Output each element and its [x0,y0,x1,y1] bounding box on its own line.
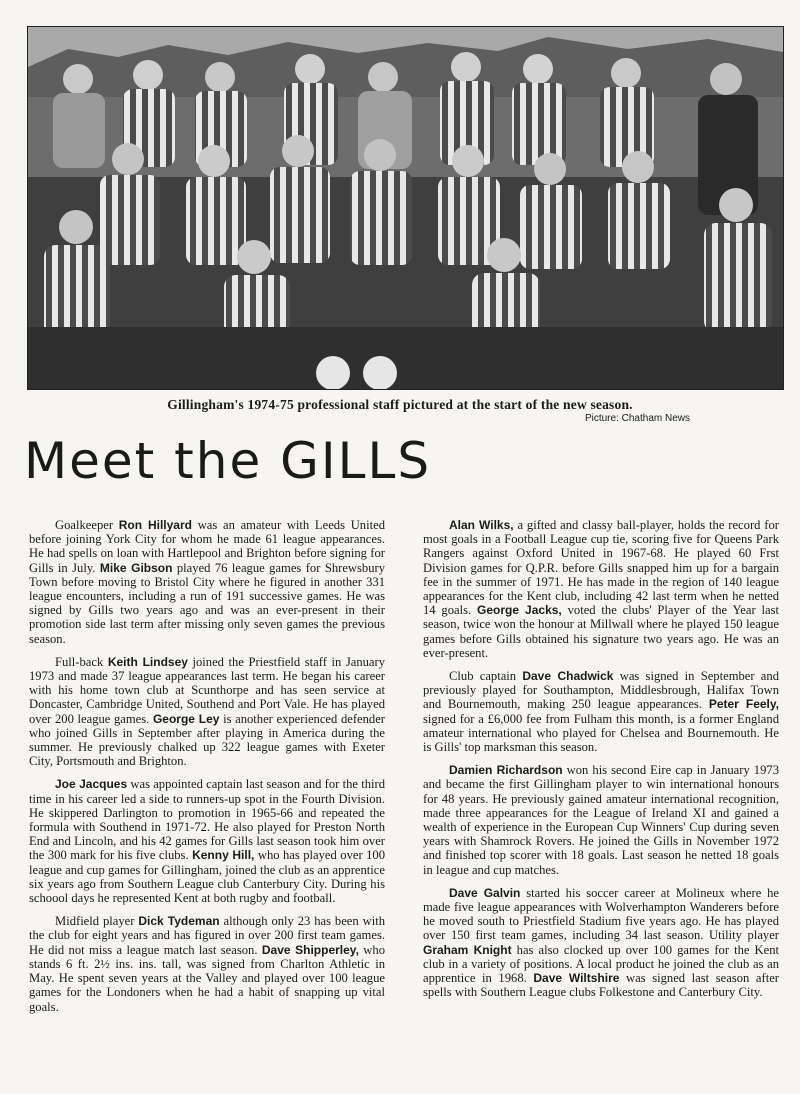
paragraph-text: Club captain [449,669,523,684]
paragraph-text: was signed in September and previously played for Southampton, Middlesbrough, Halifax Town and Bournemouth, making 250 league appearances. [423,669,779,712]
paragraph-text: Full-back [55,654,108,669]
photo-credit: Picture: Chatham News [584,413,690,424]
paragraph-text: won his second Eire cap in January 1973 and became the first Gillingham player to win international honours for 48 years. He previously gained amateur international recognition, made three appearances for the League of Ireland XI and gained a wealth of experience in the European Cup Winners' Cup during seven years with Shamrock Rovers. He joined the Gills in November 1972 and finished top scorer with 18 goals. Last season he netted 18 goals in league and cup matches. [423,763,779,877]
player-name: George Jacks, [477,603,562,618]
player-name: Dick Tydeman [138,914,220,929]
team-photo-illustration [28,27,783,389]
paragraph-text: started his soccer career at Molineux where he made five league appearances with Wolverhampton Wanderers before he moved south to Priestfield Stadium five years ago. He has played over 150 first team games, including 34 last season. Utility player [423,885,780,943]
player-name: Damien Richardson [449,763,563,778]
paragraph-text: signed for a £6,000 fee from Fulham this month, is a former England amateur international who played for Chelsea and Bournemouth. He is Gills' top marksman this season. [423,711,779,755]
paragraph-text: was signed last season after spells with Southern League clubs Folkestone and Canterbury City. [423,971,779,1000]
paragraph-text: played 76 league games for Shrewsbury Town before moving to Bristol City where he figured in another 331 league encounters, including a run of 191 successive games. He was signed by Gills two years ago and was an ever-present in their promotion side last term after missing only seven games the previous season. [29,560,385,646]
player-name: Joe Jacques [55,777,128,792]
paragraph-text: who stands 6 ft. 2½ ins. ins. tall, was signed from Charlton Athletic in May. He spent seven years at the Valley and played over 100 league games for the Londoners when he had a habit of snapping up vital goals. [29,942,385,1014]
player-name: Dave Wiltshire [533,971,620,986]
paragraph-text: was appointed captain last season and for the third time in his career led a side to runners-up spot in the Fourth Division. He skippered Darlington to promotion in 1965-66 and repeated the formula with Southend in 1971-72. He also played for Preston North End and Lincoln, and his 42 games for Gills last season took him over the 300 mark for his five clubs. [29,777,386,863]
paragraph-text: has also clocked up over 100 games for the Kent club in a variety of positions. A local product he joined the club as an apprentice in 1968. [423,942,780,986]
player-name: Graham Knight [423,942,512,957]
right-column [423,518,779,1009]
article-paragraph [423,886,779,1000]
player-name: Dave Galvin [449,885,521,900]
paragraph-text: is another experienced defender who joined Gills in September after playing in America during the summer. He previously chalked up 322 league games with Exeter City, Portsmouth and Brighton. [29,711,385,769]
team-photo [27,26,784,390]
left-column [29,518,385,1023]
paragraph-text: was an amateur with Leeds United before joining York City for whom he made 61 league appearances. He had spells on loan with Hartlepool and Brighton before signing for Gills in July. [29,518,385,575]
paragraph-text: voted the clubs' Player of the Year last season, twice won the honour at Millwall where he played 150 league games before Gills obtained his signature two years ago. He was an ever-present. [423,603,779,660]
paragraph-text: who has played over 100 league and cup games for Gillingham, joined the club as an apprentice six years ago from Southern League club Canterbury City. During his schoool days he represented Kent at both rugby and football. [29,848,385,906]
article-paragraph [423,518,779,660]
player-name: Keith Lindsey [107,654,188,669]
article-paragraph [29,655,385,769]
article-paragraph [423,763,779,877]
player-name: Peter Feely, [708,697,779,712]
player-name: Kenny Hill, [192,848,255,863]
player-name: George Ley [152,711,220,726]
article-paragraph [29,518,385,646]
photo-caption: Gillingham's 1974-75 professional staff pictured at the start of the new season. [167,397,633,412]
player-name: Alan Wilks, [449,518,514,532]
article-paragraph [29,914,385,1013]
paragraph-text: Midfield player [55,914,139,929]
player-name: Mike Gibson [99,560,173,575]
player-name: Ron Hillyard [118,518,192,532]
paragraph-text: joined the Priestfield staff in January 1973 and made 37 league appearances last term. He began his career with his home town club at Scunthorpe and has seen service at Doncaster, Cambridge United, Southend and Port Vale. He has played over 200 league games. [29,654,385,726]
player-name: Dave Chadwick [522,669,614,684]
article-paragraph [29,777,385,905]
page-title: Meet the GILLS [24,432,432,490]
paragraph-text: a gifted and classy ball-player, holds the record for most goals in a Football League cup tie, scoring five for Queens Park Rangers against Oxford United in 1967-68. He played 60 Frst Division games for Q.P.R. before Gills snapped him up for a bargain fee in the summer of 1971. He has made in the region of 140 league appearances for the Kent club, including 42 last term when he netted 14 goals. [423,518,779,618]
paragraph-text: Goalkeeper [55,518,119,532]
paragraph-text: although only 23 has been with the club for eight years and has figured in over 200 first team games. He did not miss a league match last season. [29,914,385,957]
player-name: Dave Shipperley, [261,942,359,957]
article-paragraph [423,669,779,754]
